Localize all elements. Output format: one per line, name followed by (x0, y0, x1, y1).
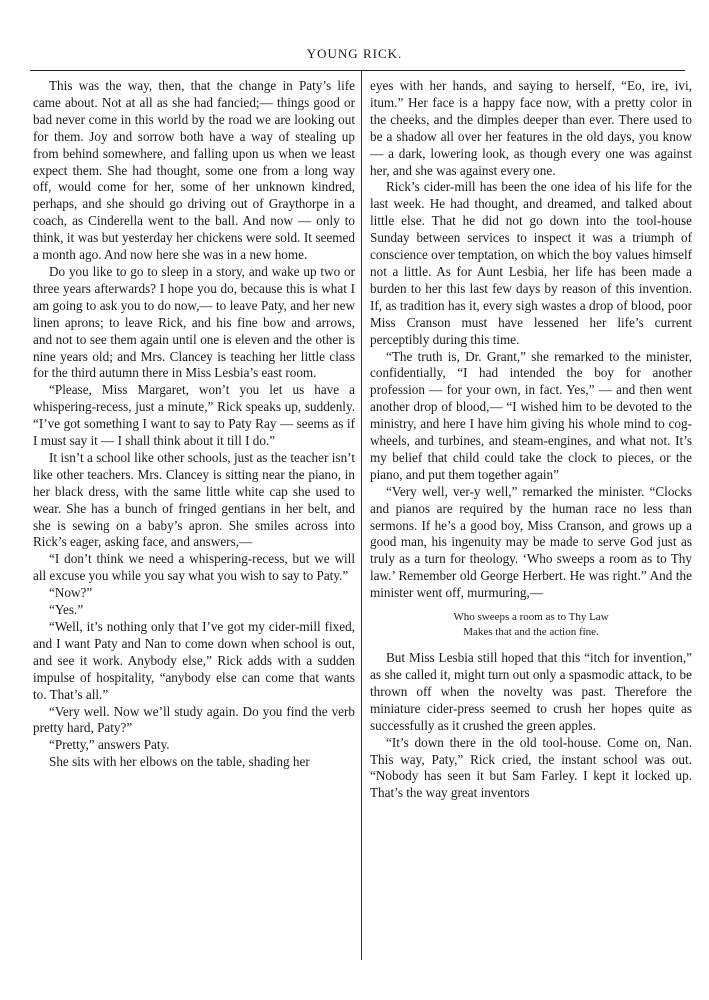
paragraph-continued: eyes with her hands, and saying to herself, “Eo, ire, ivi, itum.” Her face is a happy face now, with a pretty color in the cheeks, and the dimples deeper than ever. There used to be a shadow all over her features in the old days, you know — a dark, lowering look, as though every one was against her, and she was against every one. (370, 78, 692, 178)
paragraph: It isn’t a school like other schools, just as the teacher isn’t like other teachers. Mrs. Clancey is sitting near the piano, in her black dress, with the same little white cap she used to wear. She has a bunch of fringed gentians in her belt, and she is sewing on a baby’s apron. She smiles across into Rick’s eager, asking face, and answers,— (33, 449, 355, 550)
paragraph: “Pretty,” answers Paty. (49, 737, 170, 753)
paragraph: Rick’s cider-mill has been the one idea of his life for the last week. He had thought, and dreamed, and talked about little else. That he did not go down into the tool-house Sunday between services to inspect it was a triumph of conscience over temptation, on which the boy values himself not a little. As for Aunt Lesbia, her life has been made a burden to her this last few days by reason of this invention. If, as tradition has it, every sigh wastes a drop of blood, poor Miss Cranson must have lessened her life’s current perceptibly during this time. (370, 179, 692, 347)
verse-line: Who sweeps a room as to Thy Law (453, 611, 609, 624)
paragraph: This was the way, then, that the change in Paty’s life came about. Not at all as she had fancied;— things good or bad never come in this world by the road we are looking out for them. Joy and sorrow both have a way of stealing up from behind somewhere, and falling upon us when we least expect them. She had thought, some one from a long way off, would come for her, some of her unknown kindred, perhaps, and she should go driving out of Graythorpe in a coach, as Cinderella went to the ball. And now — only to think, it was but yesterday her chickens were sold. It seemed a month ago. And now here she was in a new home. (33, 78, 355, 263)
verse-quotation (370, 610, 692, 640)
header-rule (30, 70, 685, 71)
paragraph: “The truth is, Dr. Grant,” she remarked to the minister, confidentially, “I had intended the boy for another profession — for your own, in fact. Yes,” — and then went another drop of blood,— “I wished him to be devoted to the ministry, and here I have him giving his whole mind to cog-wheels, and turbines, and steam-engines, and what not. It’s my belief that child could take the clock to pieces, or the piano, and put them together again” (370, 348, 692, 482)
paragraph: “Now?” (49, 585, 93, 601)
paragraph: “It’s down there in the old tool-house. Come on, Nan. This way, Paty,” Rick cried, the instant school was out. “Nobody has seen it but Sam Farley. I kept it locked up. That’s the way great inventors (370, 734, 692, 801)
column-divider (361, 70, 362, 960)
paragraph: She sits with her elbows on the table, shading her (49, 754, 310, 770)
paragraph: “Well, it’s nothing only that I’ve got my cider-mill fixed, and I want Paty and Nan to come down when school is out, and see it work. Anybody else,” Rick adds with a sudden impulse of hospitality, “anybody else can come that wants to. That’s all.” (33, 619, 355, 702)
paragraph: “Very well. Now we’ll study again. Do you find the verb pretty hard, Paty?” (33, 703, 355, 736)
paragraph: Do you like to go to sleep in a story, and wake up two or three years afterwards? I hope you do, because this is what I am going to ask you to do now,— to leave Paty, and her new linen aprons; to leave Rick, and his fine bow and arrows, and not to see them again until one is eleven and the other is nine years old; and Mrs. Clancey is teaching her little class for the third autumn there in Miss Lesbia’s east room. (33, 263, 355, 381)
left-column (33, 78, 355, 771)
running-title: YOUNG RICK. (306, 46, 403, 61)
paragraph: “Yes.” (49, 602, 84, 618)
verse-line: Makes that and the action fine. (463, 626, 599, 639)
paragraph: “Very well, ver-y well,” remarked the minister. “Clocks and pianos are required by the human race no less than sermons. If he’s a good boy, Miss Cranson, and grows up a good man, his ingenuity may be made to serve God just as truly as a turn for theology. ‘Who sweeps a room as to Thy law.’ Remember old George Herbert. He was right.” And the minister went off, murmuring,— (370, 483, 692, 601)
paragraph: But Miss Lesbia still hoped that this “itch for invention,” as she called it, might turn out only a spasmodic attack, to be thrown off when the novelty was past. Therefore the miniature cider-press seemed to crush her hopes quite as successfully as it crushed the green apples. (370, 650, 692, 733)
paragraph: “I don’t think we need a whispering-recess, but we will all excuse you while you say what you wish to say to Paty.” (33, 551, 355, 584)
paragraph: “Please, Miss Margaret, won’t you let us have a whispering-recess, just a minute,” Rick speaks up, suddenly. “I’ve got something I want to say to Paty Ray — seems as if I must say it — I shall think about it till I do.” (33, 382, 355, 449)
right-column (370, 78, 692, 802)
